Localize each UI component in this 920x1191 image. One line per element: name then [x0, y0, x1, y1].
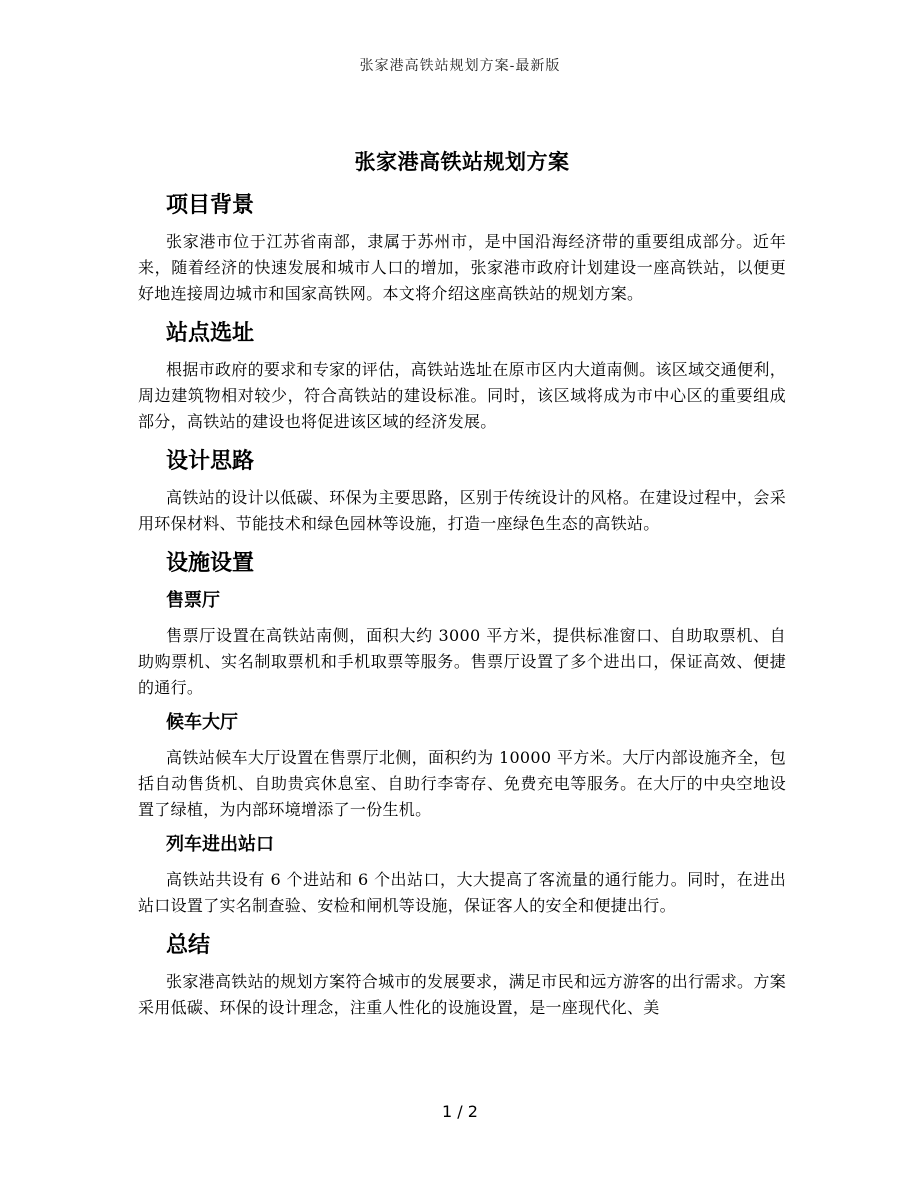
paragraph-ticket-hall: 售票厅设置在高铁站南侧，面积大约 3000 平方米，提供标准窗口、自助取票机、自助购票机、实名制取票机和手机取票等服务。售票厅设置了多个进出口，保证高效、便捷的通行。 — [138, 626, 786, 697]
subsection-heading-waiting-hall: 候车大厅 — [166, 712, 238, 733]
paragraph-background: 张家港市位于江苏省南部，隶属于苏州市，是中国沿海经济带的重要组成部分。近年来，随着经济的快速发展和城市人口的增加，张家港市政府计划建设一座高铁站，以便更好地连接周边城市和国家高铁网。本文将介绍这座高铁站的规划方案。 — [138, 232, 786, 303]
section-heading-summary: 总结 — [166, 932, 211, 958]
paragraph-waiting-hall: 高铁站候车大厅设置在售票厅北侧，面积约为 10000 平方米。大厅内部设施齐全，包括自动售货机、自助贵宾休息室、自助行李寄存、免费充电等服务。在大厅的中央空地设置了绿植，为内部环境增添了一份生机。 — [138, 748, 786, 819]
section-heading-site-selection: 站点选址 — [166, 320, 255, 346]
paragraph-site-selection: 根据市政府的要求和专家的评估，高铁站选址在原市区内大道南侧。该区域交通便利，周边建筑物相对较少，符合高铁站的建设标准。同时，该区域将成为市中心区的重要组成部分，高铁站的建设也将促进该区域的经济发展。 — [138, 360, 786, 431]
running-header: 张家港高铁站规划方案-最新版 — [359, 58, 561, 74]
paragraph-summary: 张家港高铁站的规划方案符合城市的发展要求，满足市民和远方游客的出行需求。方案采用低碳、环保的设计理念，注重人性化的设施设置，是一座现代化、美 — [138, 972, 786, 1017]
section-heading-facilities: 设施设置 — [166, 550, 255, 576]
subsection-heading-ticket-hall: 售票厅 — [166, 590, 220, 611]
document-body — [138, 147, 786, 1027]
page-number: 1 / 2 — [442, 1102, 478, 1121]
section-heading-background: 项目背景 — [166, 192, 255, 218]
document-title: 张家港高铁站规划方案 — [354, 149, 570, 174]
subsection-heading-entrances: 列车进出站口 — [166, 834, 274, 855]
paragraph-design-concept: 高铁站的设计以低碳、环保为主要思路，区别于传统设计的风格。在建设过程中，会采用环保材料、节能技术和绿色园林等设施，打造一座绿色生态的高铁站。 — [138, 488, 786, 533]
paragraph-entrances: 高铁站共设有 6 个进站和 6 个出站口，大大提高了客流量的通行能力。同时，在进出站口设置了实名制查验、安检和闸机等设施，保证客人的安全和便捷出行。 — [138, 870, 786, 915]
section-heading-design-concept: 设计思路 — [166, 448, 255, 474]
